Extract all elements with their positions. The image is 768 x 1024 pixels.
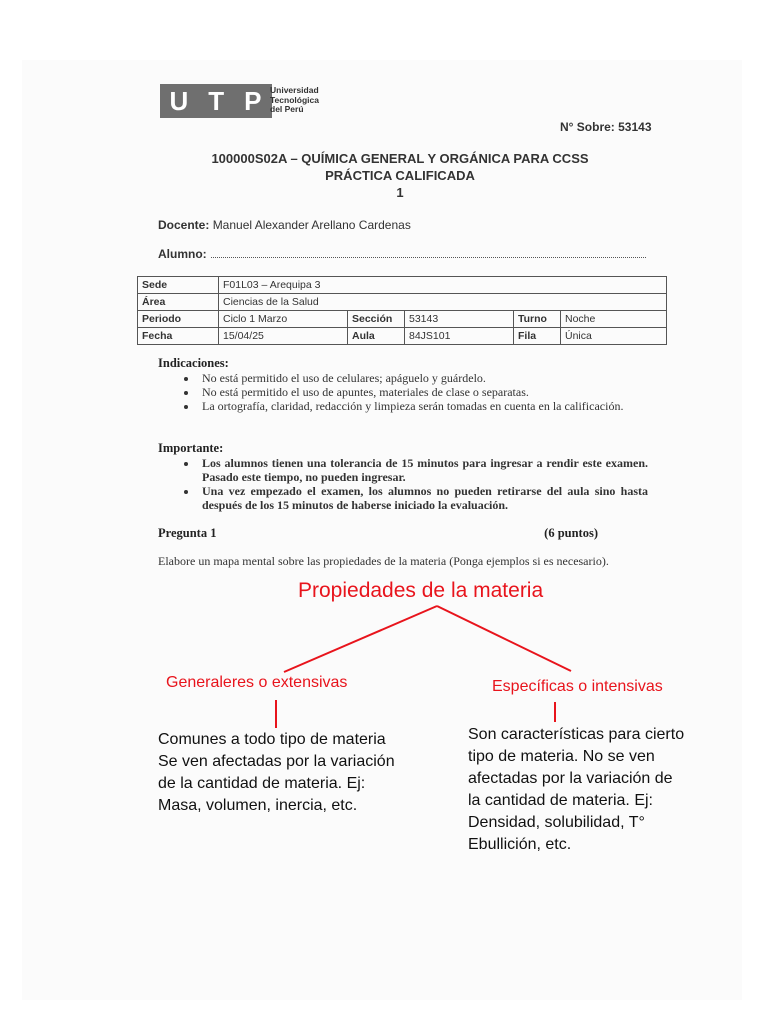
list-item: • Una vez empezado el examen, los alumnos no pueden retirarse del aula sino hasta después de los 15 minutos de haberse iniciado la evaluación.: [198, 484, 648, 512]
mindmap-left-body: [158, 729, 458, 817]
course-title: 100000S02A – QUÍMICA GENERAL Y ORGÁNICA PARA CCSS: [211, 151, 589, 166]
aula-label: Aula: [348, 328, 405, 345]
list-item: • No está permitido el uso de apuntes, materiales de clase o separatas.: [198, 385, 648, 399]
mindmap-right-body: [468, 724, 738, 856]
area-label: Área: [138, 294, 219, 311]
connector-left: [284, 606, 437, 672]
alumno-label: Alumno:: [158, 247, 207, 261]
connector-right: [437, 606, 571, 671]
list-item: • No está permitido el uso de celulares; apáguelo y guárdelo.: [198, 371, 648, 385]
text-line: Masa, volumen, inercia, etc.: [158, 797, 358, 814]
seccion-value: 53143: [405, 311, 514, 328]
question-label: Pregunta 1: [158, 526, 217, 540]
periodo-value: Ciclo 1 Marzo: [219, 311, 348, 328]
fecha-value: 15/04/25: [219, 328, 348, 345]
text-line: de la cantidad de materia. Ej:: [158, 775, 366, 792]
exam-number: 1: [396, 185, 404, 200]
docente-name: Manuel Alexander Arellano Cardenas: [212, 218, 411, 232]
mindmap-left-heading: Generaleres o extensivas: [166, 674, 348, 691]
seccion-label: Sección: [348, 311, 405, 328]
fila-value: Única: [561, 328, 667, 345]
list-item: • La ortografía, claridad, redacción y limpieza serán tomadas en cuenta en la calificación.: [198, 399, 648, 413]
sede-value: F01L03 – Arequipa 3: [219, 277, 667, 294]
turno-value: Noche: [561, 311, 667, 328]
turno-label: Turno: [514, 311, 561, 328]
importante-heading: Importante:: [158, 441, 224, 455]
indicaciones-heading: Indicaciones:: [158, 356, 229, 370]
docente-label: Docente:: [158, 218, 210, 232]
exam-title: PRÁCTICA CALIFICADA: [325, 168, 475, 183]
text-line: tipo de materia. No se ven: [468, 748, 655, 765]
text-line: Ebullición, etc.: [468, 836, 572, 853]
text-line: afectadas por la variación de: [468, 770, 673, 787]
aula-value: 84JS101: [405, 328, 514, 345]
question-instruction: Elabore un mapa mental sobre las propiedades de la materia (Ponga ejemplos si es necesario).: [158, 554, 609, 568]
logo-letter-u: U: [169, 85, 190, 116]
text-line: Densidad, solubilidad, T°: [468, 814, 645, 831]
mindmap-right-heading: Específicas o intensivas: [492, 678, 663, 695]
text-line: la cantidad de materia. Ej:: [468, 792, 653, 809]
text-line: Se ven afectadas por la variación: [158, 753, 395, 770]
envelope-number: N° Sobre: 53143: [560, 120, 652, 134]
fecha-label: Fecha: [138, 328, 219, 345]
area-value: Ciencias de la Salud: [219, 294, 667, 311]
sede-label: Sede: [138, 277, 219, 294]
text-line: Comunes a todo tipo de materia: [158, 731, 386, 748]
mindmap-title: Propiedades de la materia: [298, 579, 544, 602]
fila-label: Fila: [514, 328, 561, 345]
text-line: Son características para cierto: [468, 726, 685, 743]
periodo-label: Periodo: [138, 311, 219, 328]
question-points: (6 puntos): [544, 526, 598, 540]
list-item: • Los alumnos tienen una tolerancia de 15 minutos para ingresar a rendir este examen. Pasado este tiempo, no pueden ingresar.: [198, 456, 648, 484]
logo-letter-t: T: [208, 85, 226, 116]
logo-letter-p: P: [244, 85, 263, 116]
logo-text-line: del Perú: [270, 104, 304, 114]
logo-text-line: Tecnológica: [270, 94, 319, 105]
logo-text-line: Universidad: [270, 85, 319, 95]
